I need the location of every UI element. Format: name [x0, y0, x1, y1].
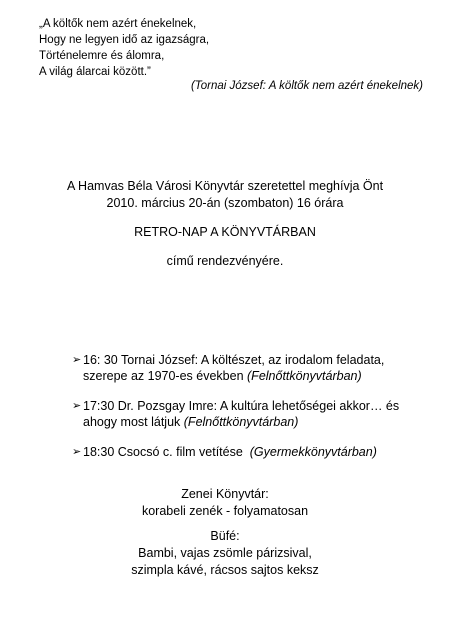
event-subtitle: című rendezvényére. — [166, 254, 284, 268]
music-section — [0, 486, 450, 520]
program-item — [72, 444, 432, 460]
program-item-location: (Felnőttkönyvtárban) — [183, 415, 299, 429]
buffet-line: szimpla kávé, rácsos sajtos keksz — [131, 563, 319, 577]
quote-line: Hogy ne legyen idő az igazságra, — [39, 34, 210, 46]
program-item-text — [83, 352, 432, 384]
program-item-description: 17:30 Dr. Pozsgay Imre: A kultúra lehetőségei akkor… és ahogy most látjuk — [83, 399, 400, 429]
music-description: korabeli zenék - folyamatosan — [141, 504, 309, 518]
buffet-title: Büfé: — [210, 529, 240, 543]
poem-quote — [39, 16, 209, 80]
quote-line: „A költők nem azért énekelnek, — [39, 18, 197, 30]
program-item-location: (Gyermekkönyvtárban) — [249, 445, 377, 459]
arrow-bullet-icon: ➢ — [72, 446, 82, 458]
buffet-line: Bambi, vajas zsömle párizsival, — [138, 546, 312, 560]
program-item-location: (Felnőttkönyvtárban) — [247, 369, 362, 383]
music-title: Zenei Könyvtár: — [181, 487, 269, 501]
buffet-section — [0, 528, 450, 579]
program-item — [72, 352, 432, 384]
invitation-line: A Hamvas Béla Városi Könyvtár szeretettel meghívja Önt — [66, 179, 384, 193]
arrow-bullet-icon: ➢ — [72, 354, 82, 366]
invitation-date: 2010. március 20-án (szombaton) 16 órára — [106, 196, 344, 210]
program-item-description: 18:30 Csocsó c. film vetítése — [83, 445, 243, 459]
arrow-bullet-icon: ➢ — [72, 400, 82, 412]
invitation-intro — [0, 178, 450, 212]
program-item — [72, 398, 432, 430]
event-title: RETRO-NAP A KÖNYVTÁRBAN — [134, 225, 316, 239]
program-item-text — [83, 444, 432, 460]
program-list — [72, 352, 432, 474]
quote-line: A világ álarcai között.” — [39, 66, 151, 78]
quote-attribution: (Tornai József: A költők nem azért énekelnek) — [190, 80, 423, 92]
quote-line: Történelemre és álomra, — [39, 50, 165, 62]
program-item-description: 16: 30 Tornai József: A költészet, az irodalom feladata, szerepe az 1970-es években — [83, 353, 385, 383]
program-item-text — [83, 398, 432, 430]
